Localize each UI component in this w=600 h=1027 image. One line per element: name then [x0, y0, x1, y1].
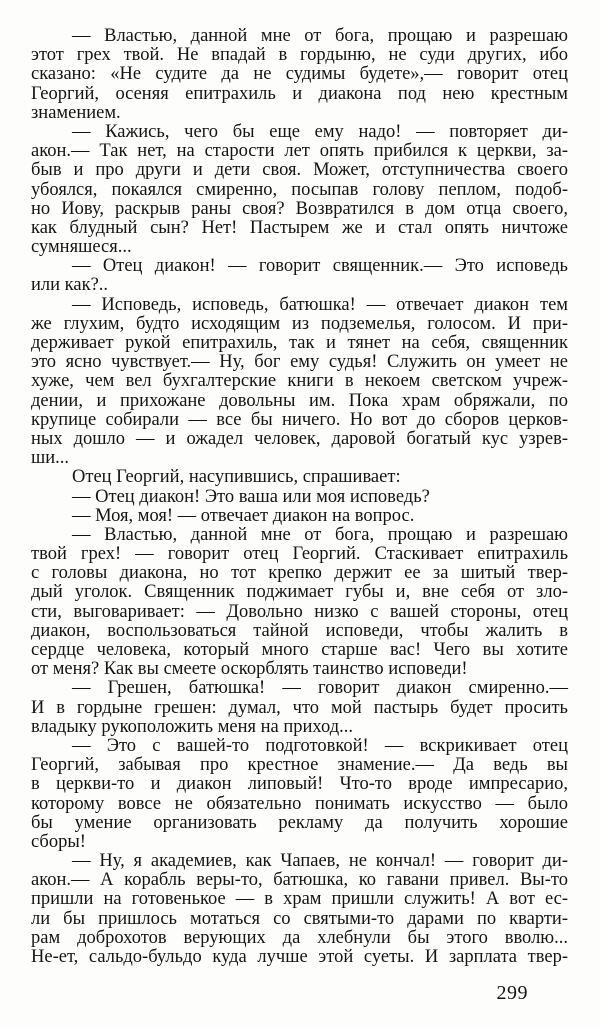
- text-line: Не-ет, сальдо-бульдо куда лучше этой суеты. И зарплата твер-: [31, 947, 568, 967]
- text-line: — Грешен, батюшка! — говорит диакон смиренно.—: [72, 678, 568, 699]
- text-line: диакон, воспользоваться тайной исповеди, чтобы жалить в: [31, 620, 568, 641]
- text-line: твой грех! — говорит отец Георгий. Стаскивает епитрахиль: [31, 544, 568, 565]
- text-line: сти, выговаривает: — Довольно низко с вашей стороны, отец: [31, 601, 568, 622]
- text-line: — Моя, моя! — отвечает диакон на вопрос.: [72, 505, 415, 526]
- text-block: [31, 27, 568, 967]
- text-line: хуже, чем вел бухгалтерские книги в некоем светском учреж-: [31, 371, 568, 392]
- text-line: как блудный сын? Нет! Пастырем же и стал опять ничтоже: [31, 217, 568, 238]
- text-line: Отец Георгий, насупившись, спрашивает:: [72, 467, 401, 488]
- text-line: сборы!: [31, 831, 86, 852]
- text-line: акон.— Так нет, на старости лет опять прибился к церкви, за-: [31, 141, 568, 162]
- text-line: — Ну, я академиев, как Чапаев, не кончал! — говорит ди-: [72, 851, 568, 872]
- text-line: — Это с вашей-то подготовкой! — вскрикивает отец: [72, 735, 568, 756]
- text-line: которому вовсе не обязательно понимать искусство — было: [31, 793, 568, 814]
- text-line: крупице собирали — все бы ничего. Но вот до сборов церков-: [31, 409, 568, 430]
- text-line: владыку рукоположить меня на приход...: [31, 716, 353, 737]
- text-line: сердце человека, который много старше вас! Чего вы хотите: [31, 640, 568, 660]
- text-line: дый уголок. Священник поджимает губы и, вне себя от зло-: [31, 582, 568, 603]
- text-line: сумняшеся...: [31, 237, 132, 258]
- text-line: этот грех твой. Не впадай в гордыню, не суди других, ибо: [31, 45, 568, 66]
- text-line: — Исповедь, исповедь, батюшка! — отвечает диакон тем: [72, 294, 568, 315]
- text-line: знамением.: [31, 102, 121, 123]
- text-line: или как?..: [31, 275, 109, 296]
- text-line: акон.— А корабль веры-то, батюшка, ко гавани привел. Вы-то: [31, 870, 568, 891]
- text-line: И в гордыне грешен: думал, что мой пастырь будет просить: [31, 697, 568, 718]
- text-line: — Властью, данной мне от бога, прощаю и разрешаю: [72, 524, 568, 545]
- text-line: держивает рукой епитрахиль, так и тянет на себя, священник: [31, 333, 568, 353]
- text-line: Георгий, забывая про крестное знамение.— Да ведь вы: [31, 755, 568, 776]
- text-line: с головы диакона, но тот крепко держит ее за шитый твер-: [31, 563, 568, 584]
- text-line: Георгий, осеняя епитрахиль и диакона под нею крестным: [31, 83, 568, 104]
- text-line: — Властью, данной мне от бога, прощаю и разрешаю: [72, 26, 568, 46]
- text-line: рам доброхотов верующих да хлебнули бы этого вволю...: [31, 927, 568, 948]
- page-number: 299: [496, 982, 528, 1004]
- text-line: от меня? Как вы смеете оскорблять таинство исповеди!: [31, 659, 468, 680]
- text-line: — Отец диакон! Это ваша или моя исповедь?: [72, 486, 430, 507]
- text-line: ных дошло — и ожадел человек, даровой богатый кус узрев-: [31, 428, 568, 449]
- text-line: это ясно чувствует.— Ну, бог ему судья! Служить он умеет не: [31, 352, 568, 373]
- text-line: убоялся, покаялся смиренно, посыпав голову пеплом, подоб-: [31, 179, 568, 200]
- text-line: ли бы пришлось мотаться со святыми-то дарами по кварти-: [31, 908, 568, 929]
- text-line: сказано: «Не судите да не судимы будете»,— говорит отец: [31, 64, 568, 85]
- text-line: — Отец диакон! — говорит священник.— Это исповедь: [72, 256, 568, 277]
- text-line: но Иову, раскрыв раны своя? Возвратился в дом отца своего,: [31, 198, 568, 219]
- text-line: дении, и прихожане довольны им. Пока храм обряжали, по: [31, 390, 568, 411]
- text-line: бы умение организовать рекламу да получить хорошие: [31, 812, 568, 833]
- text-line: ши...: [31, 448, 70, 469]
- text-line: в церкви-то и диакон липовый! Что-то вроде импресарио,: [31, 774, 568, 795]
- text-line: быв и про други и дети своя. Может, отступничества своего: [31, 160, 568, 181]
- text-line: же глухим, будто исходящим из подземелья, голосом. И при-: [31, 313, 568, 334]
- text-line: пришли на готовенькое — в храм пришли служить! А вот ес-: [31, 889, 568, 910]
- text-line: — Кажись, чего бы еще ему надо! — повторяет ди-: [72, 121, 568, 142]
